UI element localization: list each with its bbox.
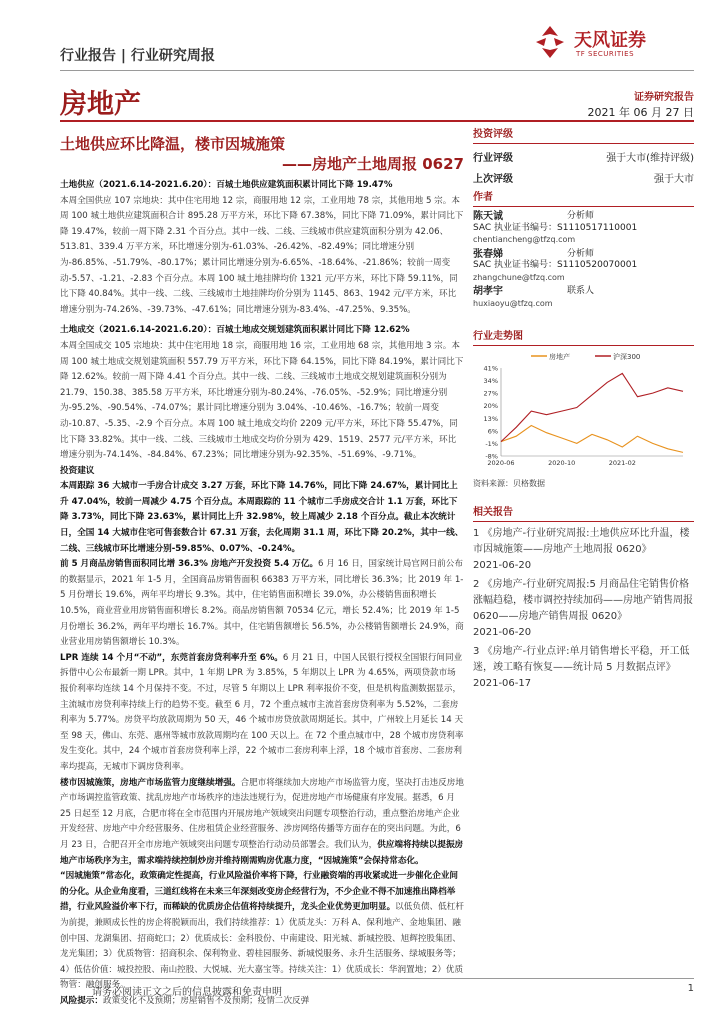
land-supply-heading: 土地供应（2021.6.14-2021.6.20）：百城土地供应建筑面积累计同比下降 19.47% [60,180,393,190]
author-block [473,211,694,246]
y-tick-label: 13% [483,414,498,423]
sales-area-text: 6 月 16 日，国家统计局官网日前公布的数据显示，2021 年 1-5 月，全国商品房销售面积 66383 万平方米，同比增长 36.3%；比 2019 年 1-5 月份增长 19.6%，两年平均增长 9.3%。其中，住宅销售面积增长 39.0%，办公楼销售面积增长 10.5%，商业营业用房销售面积增长 8.2%。商品房销售额 70534 亿元，增长 52.4%；比 2019 年 1-5 月份增长 36.2%，两年平均增长 16.7%。其中，住宅销售额增长 56.5%，办公楼销售额增长 24.9%，商业营业用房销售额增长 10.3%。 [60,559,464,648]
related-title: 相关报告 [473,507,513,518]
land-deal-text: 本周全国成交 105 宗地块：其中住宅用地 18 宗，商服用地 16 宗，工业用地 68 宗，其他用地 3 宗。本周 100 城土地成交规划建筑面积 557.79 万平方米，环比下降 64.15%，同比下降 84.19%，累计同比下降 12.62%。较前一周下降 4.41 个百分点。其中一线、二线、三线城市土地成交规划建筑面积分别为 21.79、150.38、385.58 万平方米，环比增速分别为-80.24%、-76.05%、-52.9%；同比增速分别为-95.2%、-90.54%、-74.07%；累计同比增速分别为 3.04%、-10.46%、-16.7%；较前一周变动-10.87、-5.35、-2.9 个百分点。本周 100 城土地成交均价 2209 元/平方米，环比下降 55.47%，同比下降 33.82%。其中一线、二线、三线城市土地成交均价分别为 429、1519、2577 元/平方米，环比增速分别为-74.14%、-84.84%、67.23%；同比增速分别为-92.35%、-51.69%、-9.71%。 [60,340,464,461]
recommendation-paragraph [60,869,464,994]
authors-title: 作者 [473,192,493,203]
page-number: 1 [687,983,694,994]
policy-conclusion: 供应端将持续以提振房地产市场秩序为主，需求端持续控制炒房并维持刚需购房优惠力度，“因城施策”会保持常态化。 [60,839,464,866]
legend-label-hs300: 沪深300 [613,353,641,361]
author-role: 分析师 [567,211,595,221]
rating-panel [473,122,694,188]
policy-paragraph [60,776,464,870]
risk-lead: 风险提示： [60,995,103,1006]
main-body [60,178,464,1009]
footer-disclaimer: 请务必阅读正文之后的信息披露和免责申明 [92,987,282,998]
rating-value: 强于大市 [654,174,694,185]
trend-source: 资料来源：贝格数据 [473,479,545,488]
author-email[interactable]: huxiaoyu@tfzq.com [473,298,553,308]
logo-en: TF SECURITIES [576,50,635,58]
y-tick-label: 20% [483,402,498,411]
author-cert: SAC 执业证书编号：S1110517110001 [473,222,638,233]
author-block [473,249,694,284]
x-tick-label: 2020-06 [487,459,515,467]
rating-label: 上次评级 [473,174,513,185]
rating-value: 强于大市(维持评级) [606,153,694,164]
lpr-lead: LPR 连续 14 个月“不动”，东莞首套房贷利率升至 6%。 [60,652,283,663]
sales-tracking-text: 本周跟踪 36 大城市一手房合计成交 3.27 万套，环比下降 14.76%，同比下降 24.67%，累计同比上升 47.04%，较前一周减少 4.75 个百分点。本周跟踪的 11 个城市二手房成交合计 1.1 万套，环比下降 3.73%，同比下降 23.63%，累计同比上升 32.98%，较上周减少 2.18 个百分点。截止本次统计日，全国 14 大城市住宅可售套数合计 67.31 万套，去化周期 31.1 周，环比下降 20.2%，其中一线、二线、三线城市环比增速分别-59.85%、0.07%、-0.24%。 [60,481,464,554]
related-report-date: 2021-06-20 [473,627,532,638]
header-rule [60,70,694,71]
related-report-date: 2021-06-17 [473,678,532,689]
related-report-link[interactable] [473,644,694,692]
sales-area-lead: 前 5 月商品房销售面积同比增 36.3% 房地产开发投资 5.4 万亿。 [60,559,319,570]
logo-mark-icon [532,24,568,60]
author-role: 分析师 [567,248,595,259]
related-report-link[interactable] [473,526,694,574]
doc-kind: 证券研究报告 [634,92,694,103]
author-name: 陈天诚 [473,211,503,222]
sector-title: 房地产 [60,89,141,120]
policy-lead: 楼市因城施策，房地产市场监管力度继续增强。 [60,777,241,788]
related-report-text[interactable]: 2 《房地产-行业研究周报:5 月商品住宅销售价格涨幅趋稳，楼市调控持续加码——房地产销售周报 0620——房地产销售周报 0620》 [473,579,693,622]
author-email[interactable]: chentiancheng@tfzq.com [473,235,576,244]
y-tick-label: -8% [485,452,498,461]
related-report-text[interactable]: 1 《房地产-行业研究周报:土地供应环比升温，楼市因城施策——房地产土地周报 0620》 [473,528,690,555]
related-panel [473,500,694,692]
rating-row [473,144,694,167]
author-role: 联系人 [567,286,595,296]
x-tick-label: 2021-02 [608,459,636,467]
logo-cn: 天风证券 [574,30,646,51]
report-date: 2021 年 06 月 27 日 [587,106,694,119]
report-title: 土地供应环比降温，楼市因城施策 [60,135,286,153]
footer-rule [60,978,694,979]
author-name: 胡孝宇 [473,286,503,297]
y-tick-label: 6% [487,427,498,436]
author-name: 张春娣 [473,248,503,260]
y-tick-label: 41% [483,364,498,373]
report-subtitle: ——房地产土地周报 0627 [282,155,464,173]
y-tick-label: 34% [483,377,498,386]
logo [532,20,672,66]
y-tick-label: -1% [485,439,498,448]
lpr-text: 6 月 21 日，中国人民银行授权全国银行间同业拆借中心公布最新一期 LPR。其中，1 年期 LPR 为 3.85%，5 年期以上 LPR 为 4.65%，两项贷款市场报价利率均连续 14 个月保持不变。不过，尽管 5 年期以上 LPR 利率报价不变，但是机构监测数据显示，主流城市房贷利率持续上行的趋势不变。截至 6 月，72 个重点城市主流首套房贷利率为 5.52%，二套房利率为 5.77%。房贷平均放款周期为 50 天，46 个城市房贷放款周期延长。其中，广州较上月延长 14 天至 98 天，佛山、东莞、惠州等城市放款周期均在 100 天以上。在 72 个重点城市中，28 个城市房贷利率发生变化。其中，24 个城市首套房贷利率上浮，22 个城市二套房利率上浮，18 个城市首套房、二套房利率均提高，无城市下调房贷利率。 [60,652,464,772]
author-block [473,286,694,309]
recommendation-text: 以低负债、低杠杆为前提，兼顾成长性的房企将脱颖而出，我们持续推荐：1）优质龙头：万科 A、保利地产、金地集团、融创中国、龙湖集团、招商蛇口；2）优质成长：金科股份、中南建设、阳光城、新城控股、旭辉控股集团、龙光集团；3）优质物管：招商积余、保利物业、碧桂园服务、新城悦服务、永升生活服务、绿城服务等；4）低估价值：城投控股、南山控股、大悦城、光大嘉宝等。持续关注：1）优质成长：华润置地；2）优质物管：融创服务。 [60,902,464,991]
rating-label: 行业评级 [473,153,513,164]
series-line-property [501,426,683,453]
y-tick-label: 27% [483,389,498,398]
risk-text: 政策变化不及预期；房屋销售不及预期；疫情二次反弹 [102,995,310,1006]
related-report-text[interactable]: 3 《房地产-行业点评:单月销售增长平稳，开工低迷，竣工略有恢复——统计局 5 月数据点评》 [473,646,690,673]
rating-title: 投资评级 [473,129,513,140]
sales-area-paragraph [60,557,464,651]
related-report-date: 2021-06-20 [473,560,532,571]
series-line-hs300 [501,373,683,441]
author-email[interactable]: zhangchune@tfzq.com [473,272,565,282]
trend-chart [473,348,694,476]
lpr-paragraph [60,651,464,776]
report-type: 行业报告 | 行业研究周报 [60,48,215,64]
author-cert: SAC 执业证书编号：S1110520070001 [473,260,638,270]
land-supply-text: 本周全国供应 107 宗地块：其中住宅用地 12 宗，商服用地 12 宗，工业用地 78 宗，其他用地 5 宗。本周 100 城土地供应建筑面积合计 895.28 万平方米，环比下降 67.38%，同比下降 71.09%，累计同比下降 19.47%，较前一周下降 2.31 个百分点。其中一线、二线、三线城市供应建筑面积分别为 42.06、513.81、339.4 万平方米，环比增速分别为-61.03%、-26.42%、-82.49%；同比增速分别为-86.85%、-51.79%、-80.17%；累计同比增速分别为-6.65%、-18.64%、-21.86%；较前一周变动-5.57、-1.21、-2.83 个百分点。本周 100 城土地挂牌均价 1321 元/平方米，环比下降 59.11%，同比下降 40.84%。其中一线、二线、三线城市土地挂牌均价分别为 1145、863、1942 元/平方米，环比增速分别为-74.26%、-39.73%、-47.61%；同比增速分别为-83.4%、-47.25%、9.35%。 [60,195,464,315]
land-deal-heading: 土地成交（2021.6.14-2021.6.20）：百城土地成交规划建筑面积累计同比下降 12.62% [60,325,410,336]
related-report-link[interactable] [473,577,694,641]
trend-title: 行业走势图 [473,331,523,342]
x-tick-label: 2020-10 [548,459,576,467]
trend-panel [473,324,694,489]
authors-panel [473,185,694,309]
policy-text: 合肥市将继续加大房地产市场监管力度，坚决打击违反房地产市场调控监管政策、扰乱房地产市场秩序的违法违规行为，促进房地产市场健康有序发展。据悉，6 月 25 日起至 12 月底，合肥市将在全市范围内开展房地产领域突出问题专项整治行动，重点整治房地产企业开发经营、房地产中介经营服务、住房租赁企业经营服务、涉房网络传播等方面存在的突出问题。为此，6 月 23 日，合肥召开全市房地产领域突出问题专项整治行动动员部署会。我们认为， [60,777,464,850]
investment-advice-heading: 投资建议 [60,465,95,476]
legend-label-property: 房地产 [549,353,570,361]
recommendation-lead: “因城施策”常态化，政策确定性提高，行业风险溢价率将下降，行业融资端的再收紧或进一步催化企业间的分化。从企业角度看，三道红线将在未来三年深刻改变房企经营行为，不少企业不得不加速推出降档举措，行业风险溢价率下行，而稀缺的优质房企估值将持续提升，龙头企业优势更加明显。 [60,871,459,913]
